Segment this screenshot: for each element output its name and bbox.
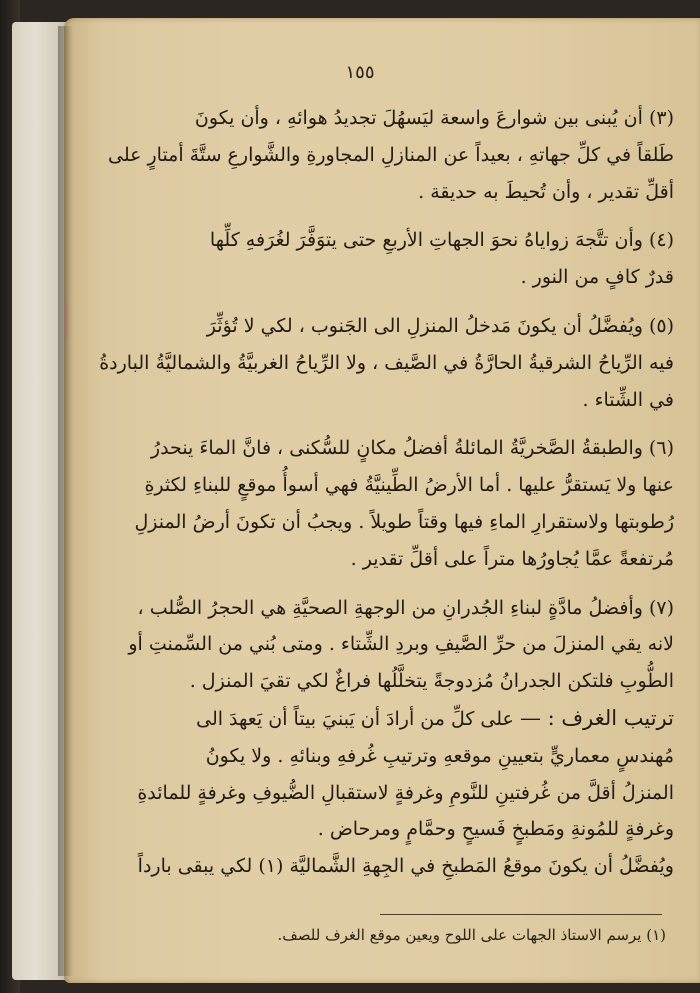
- paragraph-7: [82, 590, 674, 700]
- body-text: [82, 100, 674, 885]
- text-line: عنها ولا يَستقرُّ عليها . أما الأرضُ الطِّينيَّةُ فهي أسوأُ موقعٍ للبناءِ لكثرةِ: [144, 474, 674, 497]
- text-line: (٧) وأفضلُ مادَّةٍ لبناءِ الجُدرانِ من الوجهةِ الصحيَّةِ هي الحجرُ الصُّلب ،: [137, 596, 674, 619]
- text-line: رُطوبتها ولاستقرارِ الماءِ فيها وقتاً طويلاً . ويجبُ أن تكونَ أرضُ المنزلِ: [134, 510, 674, 533]
- section-heading: ترتيب الغرف : —: [519, 705, 674, 730]
- margin-mark: [66, 302, 67, 338]
- page-fold-shadow: [58, 26, 74, 976]
- text-line: فيه الرِّياحُ الشرقيةُ الحارَّةُ في الصَّيف ، ولا الرِّياحُ الغربيَّةُ والشماليَّةُ الباردةُ: [99, 351, 674, 374]
- text-line: ويُفضَّلُ أن يكونَ موقعُ المَطبخِ في الجِهةِ الشَّماليَّة (١) لكي يبقى بارداً: [137, 855, 674, 878]
- text-line: (٣) أن يُبنى بين شوارعَ واسعة ليَسهُلَ تجديدُ هوائهِ ، وأن يكونَ: [194, 107, 674, 129]
- text-line: (٤) وأن تتَّجهَ زواياهُ نحوَ الجهاتِ الأربعِ حتى يتوَفَّرَ لغُرَفهِ كلِّها: [209, 229, 674, 252]
- text-line: (٦) والطبقةُ الصَّخريَّةُ المائلةُ أفضلُ مكانٍ للسُّكنى ، فانَّ الماءَ ينحدرُ: [150, 437, 674, 460]
- text-line: وغرفةٍ للمُونةِ ومَطبخٍ فَسيحٍ وحمَّامٍ ومرحاض .: [317, 818, 674, 841]
- text-line-tail: على كلِّ من أرادَ أن يَبنيَ بيتاً أن يَعهدَ الى: [196, 707, 514, 730]
- paragraph-5: [82, 308, 674, 418]
- text-line: طَلقاً في كلِّ جهاتهِ ، بعيداً عن المنازلِ المجاورةِ والشَّوارعِ ستَّةَ أمتارٍ على: [107, 143, 674, 166]
- paragraph-9: [82, 848, 674, 885]
- text-line: مُرتفعةً عمَّا يُجاورُها متراً على أقلِّ تقدير .: [350, 547, 674, 570]
- footnote: (١) يرسم الاستاذ الجهات على اللوح ويعين موقع الغرف للصف.: [277, 926, 666, 944]
- text-line: مُهندسٍ معماريٍّ بتعيينِ موقعهِ وترتيبِ غُرفهِ وبنائهِ . ولا يكونُ: [205, 744, 674, 767]
- text-line: في الشِّتاء .: [582, 388, 674, 411]
- text-line: قدرٌ كافٍ من النور .: [520, 266, 674, 289]
- paragraph-4: [82, 222, 674, 296]
- text-line: [82, 700, 674, 738]
- text-line: لانه يقي المنزلَ من حرِّ الصَّيفِ وبردِ الشِّتاء . ومتى بُني من السِّمنتِ أو: [128, 633, 674, 656]
- section-room-arrangement: [82, 700, 674, 848]
- text-line: الطُّوبِ فلتكن الجدرانُ مُزدوجةً يتخلَّلُها فراغٌ لكي تقيَ المنزل .: [189, 670, 674, 693]
- text-line: (٥) ويُفضَّلُ أن يكونَ مَدخلُ المنزلِ الى الجَنوب ، لكي لا تُؤثِّرَ: [206, 314, 674, 337]
- text-line: أقلِّ تقدير ، وأن تُحيطَ به حديقة .: [418, 180, 674, 203]
- footnote-divider: [380, 914, 662, 915]
- text-line: المنزلُ أقلَّ من غُرفتينِ للنَّومِ وغرفةٍ لاستقبالِ الضُّيوفِ وغرفةٍ للمائدةِ: [137, 781, 674, 804]
- paragraph-6: [82, 430, 674, 577]
- page-number: ١٥٥: [345, 62, 375, 83]
- paragraph-3: [82, 100, 674, 210]
